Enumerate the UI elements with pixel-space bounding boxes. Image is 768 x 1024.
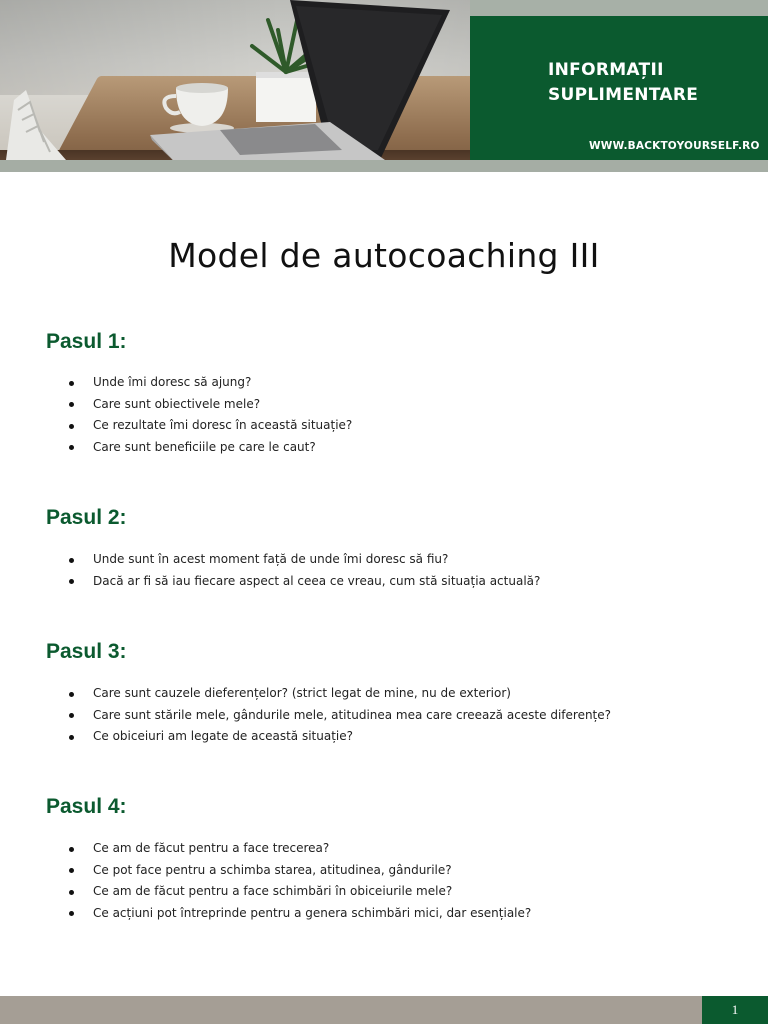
header-banner [0, 0, 768, 172]
bullet-icon [69, 445, 74, 450]
step-1-list [67, 372, 352, 458]
step-2-list [67, 549, 540, 592]
bullet-icon [69, 579, 74, 584]
bullet-icon [69, 868, 74, 873]
list-item: Ce acțiuni pot întreprinde pentru a genera schimbări mici, dar esențiale? [67, 903, 531, 925]
bullet-icon [69, 890, 74, 895]
bullet-icon [69, 558, 74, 563]
list-item: Ce am de făcut pentru a face trecerea? [67, 838, 531, 860]
step-3-heading: Pasul 3: [46, 640, 127, 663]
footer-bar [0, 996, 702, 1024]
list-item: Care sunt beneficiile pe care le caut? [67, 437, 352, 459]
bullet-icon [69, 692, 74, 697]
bullet-icon [69, 381, 74, 386]
list-item: Ce obiceiuri am legate de această situație? [67, 726, 611, 748]
step-2-heading: Pasul 2: [46, 506, 127, 529]
banner-top-strip [470, 0, 768, 16]
step-3-list [67, 683, 611, 748]
page-number: 1 [702, 996, 768, 1024]
step-4-heading: Pasul 4: [46, 795, 127, 818]
list-item: Ce rezultate îmi doresc în această situație? [67, 415, 352, 437]
step-1-heading: Pasul 1: [46, 330, 127, 353]
bullet-icon [69, 713, 74, 718]
list-item: Ce am de făcut pentru a face schimbări în obiceiurile mele? [67, 881, 531, 903]
chair-image [6, 90, 86, 160]
bullet-icon [69, 424, 74, 429]
document-title: Model de autocoaching III [168, 236, 600, 275]
banner-bottom-strip [0, 160, 768, 172]
laptop-image [150, 0, 470, 160]
banner-photo [0, 0, 470, 160]
list-item: Care sunt obiectivele mele? [67, 394, 352, 416]
bullet-icon [69, 911, 74, 916]
bullet-icon [69, 402, 74, 407]
banner-url[interactable]: WWW.BACKTOYOURSELF.RO [589, 140, 760, 152]
bullet-icon [69, 847, 74, 852]
list-item: Dacă ar fi să iau fiecare aspect al ceea ce vreau, cum stă situația actuală? [67, 571, 540, 593]
step-4-list [67, 838, 531, 924]
bullet-icon [69, 735, 74, 740]
banner-title: INFORMAȚII SUPLIMENTARE [548, 60, 699, 105]
list-item: Care sunt cauzele dieferențelor? (strict legat de mine, nu de exterior) [67, 683, 611, 705]
list-item: Care sunt stările mele, gândurile mele, atitudinea mea care creează aceste diferențe? [67, 705, 611, 727]
list-item: Unde îmi doresc să ajung? [67, 372, 352, 394]
list-item: Unde sunt în acest moment față de unde îmi doresc să fiu? [67, 549, 540, 571]
list-item: Ce pot face pentru a schimba starea, atitudinea, gândurile? [67, 860, 531, 882]
